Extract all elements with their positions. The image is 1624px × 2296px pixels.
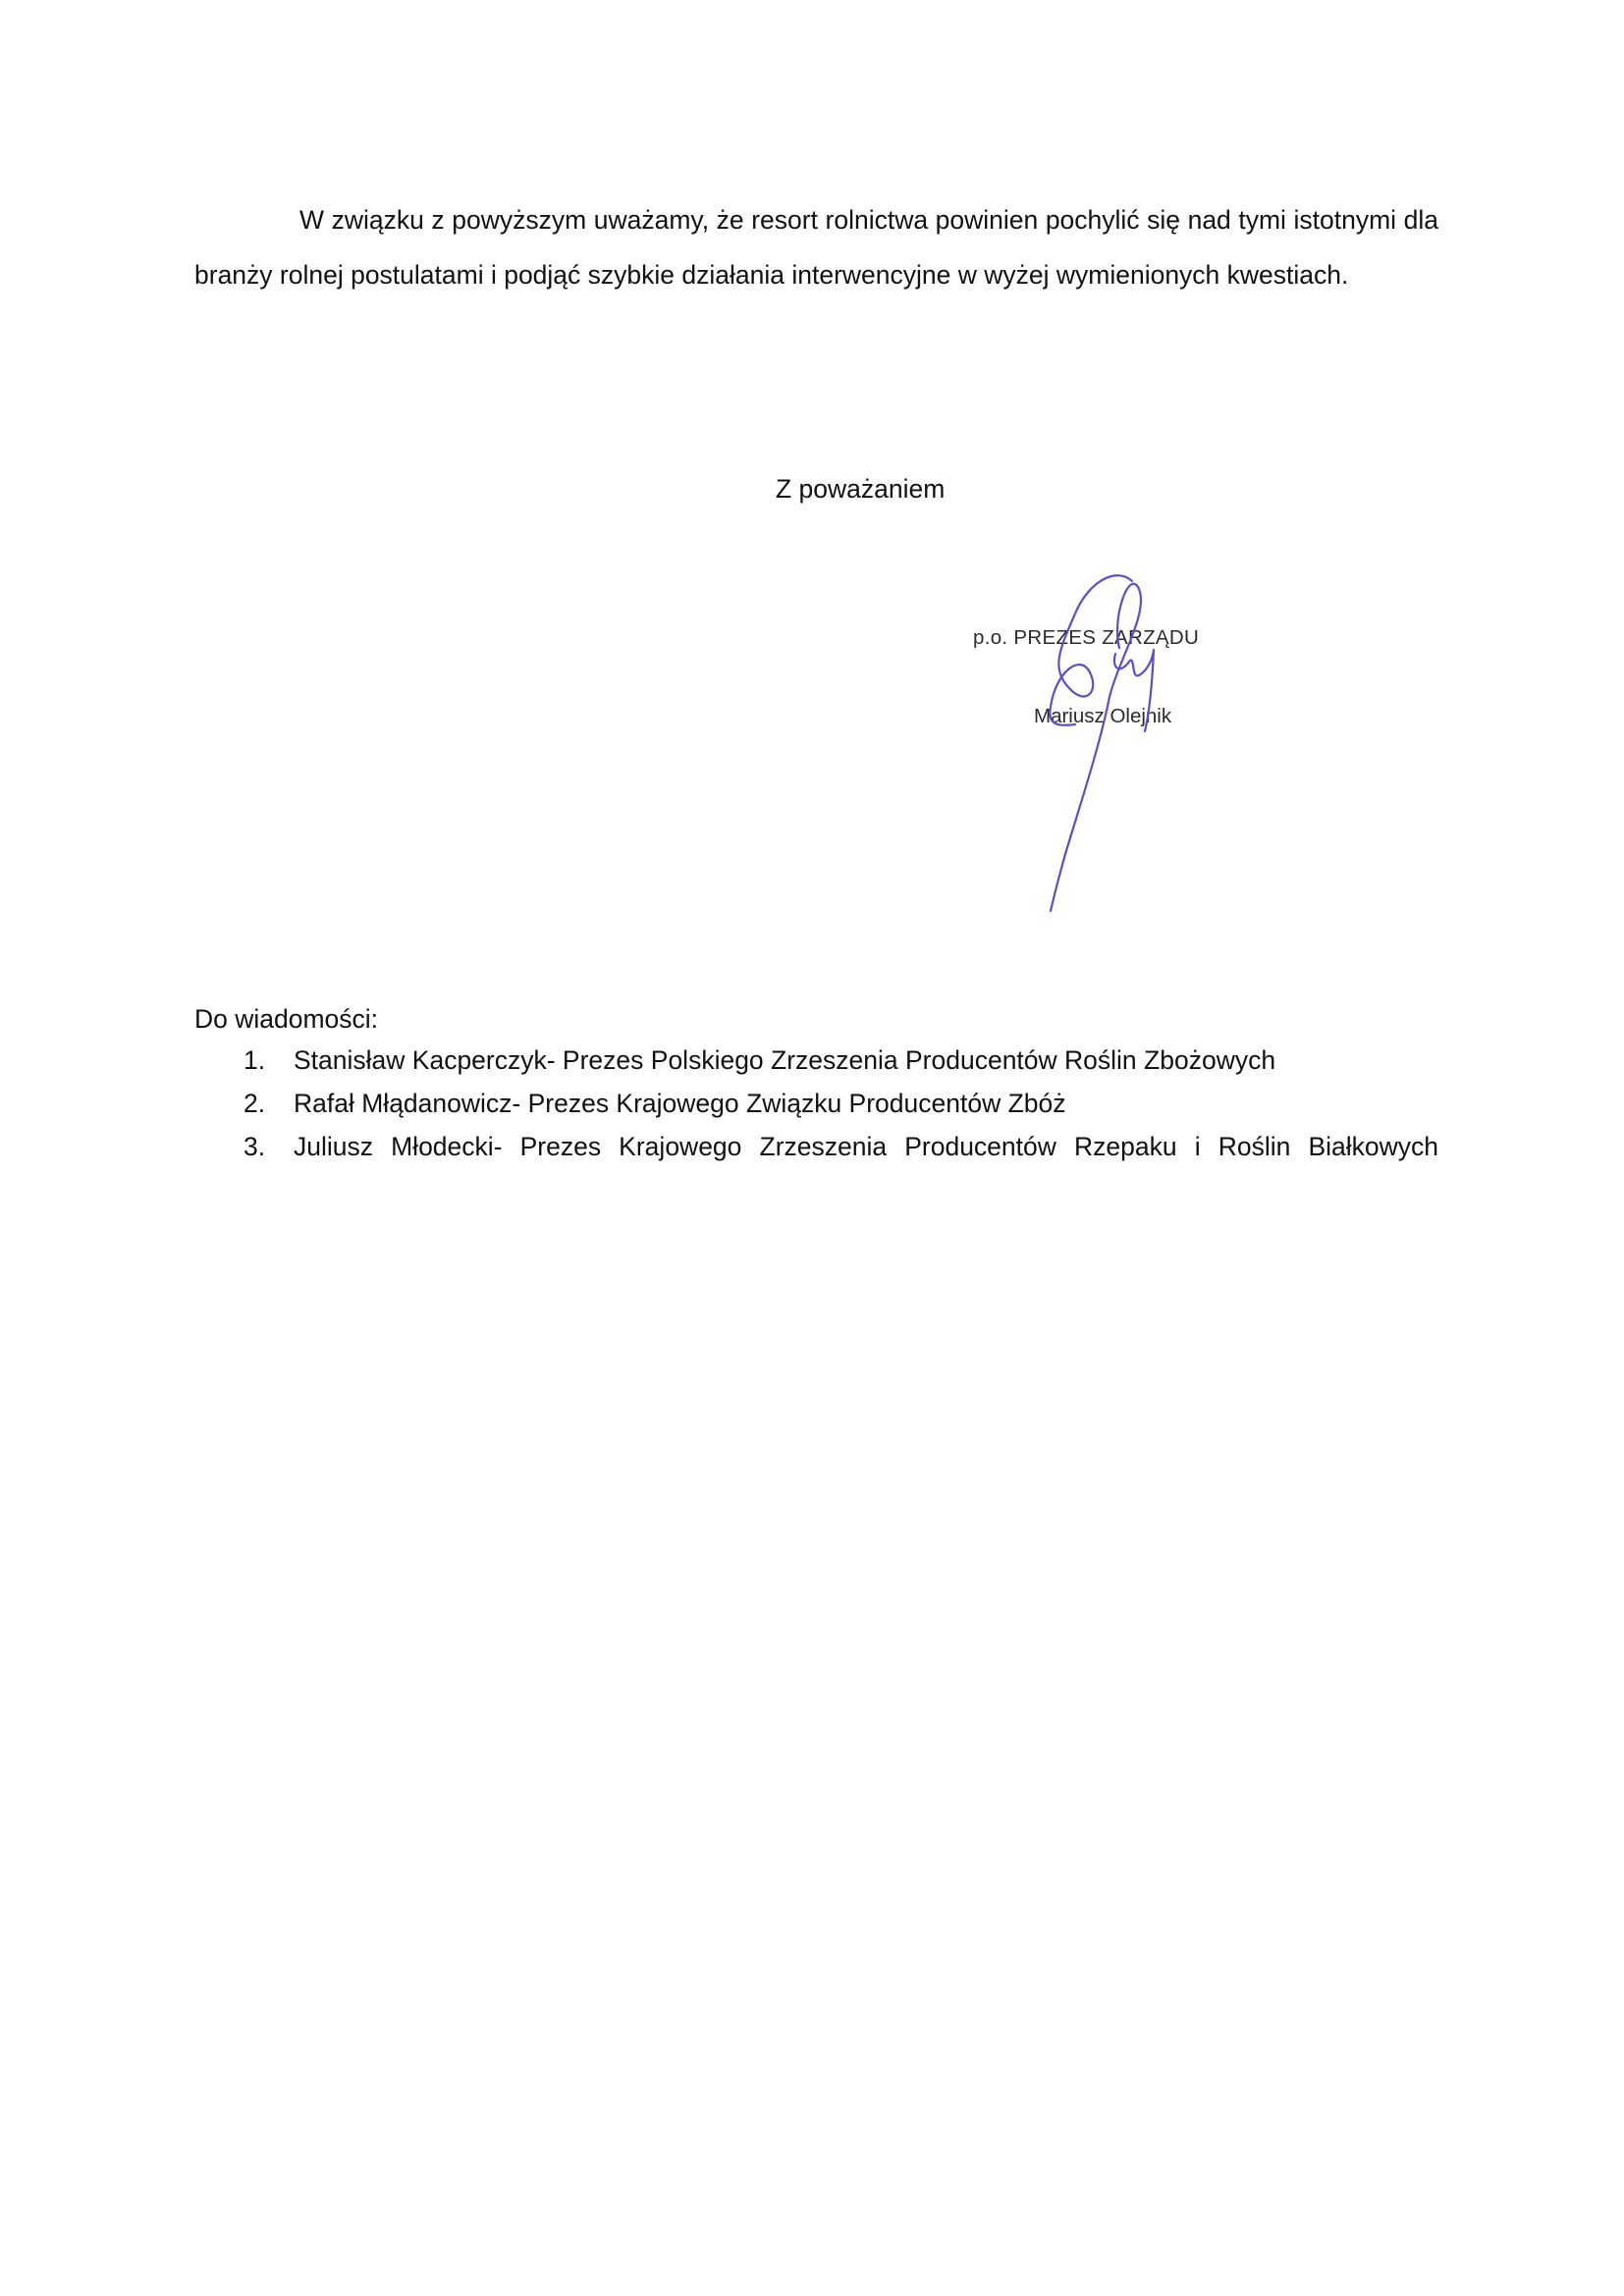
body-paragraph: W związku z powyższym uważamy, że resort rolnictwa powinien pochylić się nad tymi istotnymi dla branży rolnej postulatami i podjąć szybkie działania interwencyjne w wyżej wymienionych kwestiach. [194, 205, 1438, 290]
handwritten-signature [943, 560, 1237, 923]
signatory-title: p.o. PREZES ZARZĄDU [973, 626, 1200, 649]
item-number: 2. [244, 1089, 266, 1118]
item-text: Rafał Młądanowicz- Prezes Krajowego Związku Producentów Zbóż [294, 1089, 1066, 1118]
distribution-item [194, 1125, 1438, 1168]
signature-block [943, 560, 1237, 923]
signature-stroke-tail [1114, 650, 1154, 731]
signature-stroke-main [1050, 575, 1141, 911]
distribution-heading: Do wiadomości: [194, 1004, 379, 1034]
item-text: Stanisław Kacperczyk- Prezes Polskiego Zrzeszenia Producentów Roślin Zbożowych [294, 1045, 1276, 1075]
item-number: 3. [244, 1132, 266, 1161]
signatory-name: Mariusz Olejnik [1034, 705, 1172, 727]
item-number: 1. [244, 1045, 266, 1075]
item-text: Juliusz Młodecki- Prezes Krajowego Zrzeszenia Producentów Rzepaku i Roślin Białkowych [294, 1132, 1438, 1161]
distribution-item [194, 1082, 1438, 1125]
distribution-list [194, 1039, 1438, 1168]
closing-salutation: Z poważaniem [776, 474, 946, 504]
distribution-item [194, 1039, 1438, 1082]
